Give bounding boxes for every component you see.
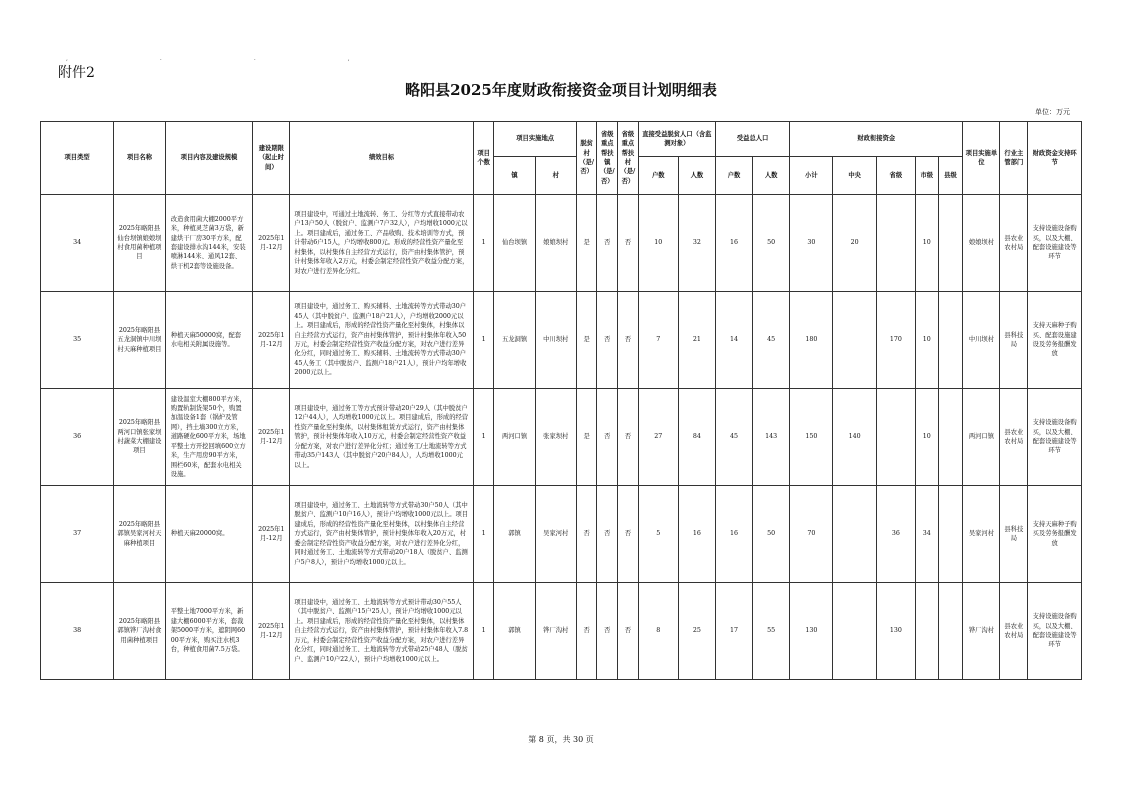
cell-village: 张家坝村 xyxy=(535,389,576,486)
cell-province xyxy=(876,389,915,486)
cell-poverty-village: 是 xyxy=(576,389,597,486)
header-count: 项目个数 xyxy=(473,122,494,195)
cell-key-town: 否 xyxy=(597,389,618,486)
cell-period: 2025年1月-12月 xyxy=(253,389,290,486)
cell-county xyxy=(938,292,963,389)
scan-mark: , xyxy=(347,55,442,62)
cell-name: 2025年略阳县五龙洞镇中川坝村天麻种植项目 xyxy=(114,292,166,389)
header-province: 省级 xyxy=(876,157,915,195)
cell-town: 仙台坝镇 xyxy=(494,195,535,292)
cell-type: 37 xyxy=(41,486,114,583)
cell-type: 38 xyxy=(41,583,114,680)
cell-total-households: 14 xyxy=(715,292,752,389)
cell-type: 35 xyxy=(41,292,114,389)
cell-city: 10 xyxy=(915,389,938,486)
cell-central xyxy=(833,486,876,583)
header-total-benefit: 受益总人口 xyxy=(715,122,789,157)
cell-key-village: 否 xyxy=(618,486,639,583)
cell-goal: 项目建设中，通过务工等方式预计带动20户29人（其中脱贫户12户44人），人均增收1000元以上。项目建成后，形成的经营性资产量化至村集体，以村集体租赁方式运行，资产由村集体管护，预计村集体年收入10万元，村委会制定经营性资产收益分配方案，对农户进行差异化分红；通过务工/土地流转等方式带动35户143人（其中脱贫户20户84人），人均增收1000元以上。 xyxy=(290,389,473,486)
cell-direct-households: 7 xyxy=(638,292,678,389)
cell-direct-persons: 32 xyxy=(678,195,715,292)
cell-count: 1 xyxy=(473,292,494,389)
cell-dept: 县农业农村局 xyxy=(1000,195,1028,292)
header-total-persons: 人数 xyxy=(753,157,790,195)
cell-county xyxy=(938,389,963,486)
scan-mark: . xyxy=(253,55,348,62)
cell-key-town: 否 xyxy=(597,486,618,583)
header-key-village: 省级重点帮扶村（是/否） xyxy=(618,122,639,195)
header-goal: 绩效目标 xyxy=(290,122,473,195)
cell-village: 铧厂沟村 xyxy=(535,583,576,680)
page-footer: 第 8 页，共 30 页 xyxy=(528,735,594,744)
cell-type: 34 xyxy=(41,195,114,292)
cell-impl-unit: 娘娘坝村 xyxy=(963,195,1000,292)
table-row xyxy=(41,583,1082,680)
table-row xyxy=(41,486,1082,583)
cell-city: 10 xyxy=(915,292,938,389)
cell-name: 2025年略阳县仙台坝镇娘娘坝村食用菌种植项目 xyxy=(114,195,166,292)
header-name: 项目名称 xyxy=(114,122,166,195)
cell-key-village: 否 xyxy=(618,195,639,292)
cell-town: 郭镇 xyxy=(494,486,535,583)
cell-county xyxy=(938,195,963,292)
cell-total-persons: 50 xyxy=(753,195,790,292)
header-type: 项目类型 xyxy=(41,122,114,195)
cell-support: 支持天麻种子购买及劳务报酬发放 xyxy=(1028,486,1082,583)
header-town: 镇 xyxy=(494,157,535,195)
header-period: 建设期限（起止时间） xyxy=(253,122,290,195)
cell-total-households: 45 xyxy=(715,389,752,486)
cell-support: 支持设施设备购买，以及大棚、配套设施建设等环节 xyxy=(1028,389,1082,486)
cell-period: 2025年1月-12月 xyxy=(253,292,290,389)
cell-direct-households: 10 xyxy=(638,195,678,292)
scan-mark: , xyxy=(66,55,160,62)
cell-province xyxy=(876,195,915,292)
header-subtotal: 小计 xyxy=(790,157,833,195)
cell-village: 中川坝村 xyxy=(535,292,576,389)
cell-period: 2025年1月-12月 xyxy=(253,583,290,680)
table-row xyxy=(41,195,1082,292)
header-location: 项目实施地点 xyxy=(494,122,576,157)
cell-subtotal: 30 xyxy=(790,195,833,292)
unit-label: 单位：万元 xyxy=(1035,108,1070,116)
cell-city: 34 xyxy=(915,486,938,583)
cell-goal: 项目建设中，可通过土地流转、务工、分红等方式直接带动农户13户50人（脱贫户、监测户7户32人），户均增收1000元以上。项目建成后，通过务工、产品收购、技术培训等方式，预计带动6户15人，户均增收800元。形成的经营性资产量化至村集体，以村集体自主经营方式运行，资产由村集体管护，预计村集体年收入2万元，村委会制定经营性资产收益分配方案，对农户进行差异化分红。 xyxy=(290,195,473,292)
table-body xyxy=(41,195,1082,680)
scan-marks xyxy=(66,55,442,62)
cell-town: 五龙洞镇 xyxy=(494,292,535,389)
cell-direct-households: 8 xyxy=(638,583,678,680)
cell-name: 2025年略阳县郭镇吴家河村天麻种植项目 xyxy=(114,486,166,583)
header-central: 中央 xyxy=(833,157,876,195)
cell-central xyxy=(833,292,876,389)
header-dept: 行业主管部门 xyxy=(1000,122,1028,195)
cell-period: 2025年1月-12月 xyxy=(253,486,290,583)
cell-subtotal: 180 xyxy=(790,292,833,389)
cell-dept: 县科技局 xyxy=(1000,486,1028,583)
table-row xyxy=(41,292,1082,389)
header-direct-benefit: 直接受益脱贫人口（含监测对象） xyxy=(638,122,715,157)
cell-direct-persons: 16 xyxy=(678,486,715,583)
cell-direct-households: 5 xyxy=(638,486,678,583)
cell-subtotal: 150 xyxy=(790,389,833,486)
attachment-label: 附件2 xyxy=(58,65,95,81)
cell-count: 1 xyxy=(473,195,494,292)
cell-goal: 项目建设中，通过务工、购买辅料、土地流转等方式带动30户45人（其中脱贫户、监测户18户21人），户均增收2000元以上。项目建成后，形成的经营性资产量化至村集体，村集体以自主经营方式运行，资产由村集体管护，预计村集体年收入50万元，村委会制定经营性资产收益分配方案，对农户进行差异化分红，同时通过务工、购买辅料、土地流转等方式带动30户45人务工（其中脱贫户、监测户18户21人），预计户均年增收2000元以上。 xyxy=(290,292,473,389)
cell-province: 130 xyxy=(876,583,915,680)
cell-content: 种植天麻50000窝，配套水电相关附属设施等。 xyxy=(165,292,253,389)
header-funds: 财政衔接资金 xyxy=(790,122,963,157)
cell-type: 36 xyxy=(41,389,114,486)
header-support: 财政资金支持环节 xyxy=(1028,122,1082,195)
cell-total-persons: 45 xyxy=(753,292,790,389)
cell-dept: 县农业农村局 xyxy=(1000,583,1028,680)
cell-town: 郭镇 xyxy=(494,583,535,680)
scan-mark: . xyxy=(159,55,254,62)
cell-city: 10 xyxy=(915,195,938,292)
cell-key-town: 否 xyxy=(597,583,618,680)
cell-key-village: 否 xyxy=(618,292,639,389)
header-total-households: 户数 xyxy=(715,157,752,195)
cell-poverty-village: 是 xyxy=(576,195,597,292)
header-city: 市级 xyxy=(915,157,938,195)
cell-impl-unit: 中川坝村 xyxy=(963,292,1000,389)
cell-poverty-village: 否 xyxy=(576,583,597,680)
cell-direct-households: 27 xyxy=(638,389,678,486)
cell-name: 2025年略阳县郭镇铧厂沟村食用菌种植项目 xyxy=(114,583,166,680)
cell-direct-persons: 21 xyxy=(678,292,715,389)
cell-province: 170 xyxy=(876,292,915,389)
cell-central: 20 xyxy=(833,195,876,292)
header-content: 项目内容及建设规模 xyxy=(165,122,253,195)
cell-impl-unit: 铧厂沟村 xyxy=(963,583,1000,680)
cell-county xyxy=(938,583,963,680)
cell-dept: 县农业农村局 xyxy=(1000,389,1028,486)
cell-content: 平整土地7000平方米，新建大棚6000平方米，套裁架5000平方米，遮阴网6000平方米，购买注水机3台，种植食用菌7.5万袋。 xyxy=(165,583,253,680)
cell-goal: 项目建设中，通过务工、土地流转等方式预计带动30户55人（其中脱贫户、监测户15户25人），预计户均增收1000元以上。项目建成后，形成的经营性资产量化至村集体，以村集体自主经营方式运行，资产由村集体管护，预计村集体年收入7.8万元，村委会制定经营性资产收益分配方案，对农户进行差异化分红，同时通过务工、土地流转等方式带动25户48人（脱贫户、监测户10户22人），预计户均增收1000元以上。 xyxy=(290,583,473,680)
cell-province: 36 xyxy=(876,486,915,583)
cell-support: 支持设施设备购买，以及大棚、配套设施建设等环节 xyxy=(1028,195,1082,292)
cell-impl-unit: 吴家河村 xyxy=(963,486,1000,583)
page-title: 略阳县2025年度财政衔接资金项目计划明细表 xyxy=(405,81,717,99)
cell-count: 1 xyxy=(473,486,494,583)
cell-support: 支持天麻种子购买、配套设施建设及劳务报酬发放 xyxy=(1028,292,1082,389)
header-poverty-village: 脱贫村（是/否） xyxy=(576,122,597,195)
cell-support: 支持设施设备购买，以及大棚、配套设施建设等环节 xyxy=(1028,583,1082,680)
header-village: 村 xyxy=(535,157,576,195)
header-county: 县级 xyxy=(938,157,963,195)
cell-subtotal: 130 xyxy=(790,583,833,680)
header-impl-unit: 项目实施单位 xyxy=(963,122,1000,195)
cell-poverty-village: 否 xyxy=(576,486,597,583)
cell-total-households: 17 xyxy=(715,583,752,680)
cell-village: 娘娘坝村 xyxy=(535,195,576,292)
header-direct-persons: 人数 xyxy=(678,157,715,195)
cell-content: 建设温室大棚800平方米，购置轨制货架50个，购置加温设备1套（锅炉及管网），挡土墙300立方米，道路硬化600平方米，场地平整土方开挖回填600立方米，生产用房90平方米，围栏60米，配套水电相关设施。 xyxy=(165,389,253,486)
table-row xyxy=(41,389,1082,486)
cell-town: 两河口镇 xyxy=(494,389,535,486)
cell-total-persons: 143 xyxy=(753,389,790,486)
table-header xyxy=(41,122,1082,195)
cell-city xyxy=(915,583,938,680)
cell-total-persons: 55 xyxy=(753,583,790,680)
cell-poverty-village: 是 xyxy=(576,292,597,389)
cell-central xyxy=(833,583,876,680)
header-key-town: 省级重点帮扶镇（是/否） xyxy=(597,122,618,195)
cell-dept: 县科技局 xyxy=(1000,292,1028,389)
cell-content: 改造食用菌大棚2000平方米，种植灵芝菌3万袋，新建烘干厂房30平方米，配套建设排水沟144米，安装喷淋144米、通风12套、烘干机2套等设施设备。 xyxy=(165,195,253,292)
cell-count: 1 xyxy=(473,583,494,680)
cell-key-village: 否 xyxy=(618,389,639,486)
cell-county xyxy=(938,486,963,583)
cell-key-town: 否 xyxy=(597,292,618,389)
header-direct-households: 户数 xyxy=(638,157,678,195)
cell-central: 140 xyxy=(833,389,876,486)
cell-total-households: 16 xyxy=(715,486,752,583)
cell-direct-persons: 84 xyxy=(678,389,715,486)
cell-content: 种植天麻20000窝。 xyxy=(165,486,253,583)
cell-total-persons: 50 xyxy=(753,486,790,583)
cell-count: 1 xyxy=(473,389,494,486)
cell-village: 吴家河村 xyxy=(535,486,576,583)
cell-total-households: 16 xyxy=(715,195,752,292)
cell-name: 2025年略阳县两河口镇张家坝村蔬菜大棚建设项目 xyxy=(114,389,166,486)
cell-impl-unit: 两河口镇 xyxy=(963,389,1000,486)
cell-goal: 项目建设中，通过务工、土地流转等方式带动30户50人（其中脱贫户、监测户10户16人），预计户均增收1000元以上。项目建成后，形成的经营性资产量化至村集体，以村集体自主经营方式运行，资产由村集体管护，预计村集体年收入20万元，村委会制定经营性资产收益分配方案，对农户进行差异化分红，同时通过务工、土地流转等方式带动20户18人（脱贫户、监测户5户8人），预计户均增收1000元以上。 xyxy=(290,486,473,583)
cell-key-village: 否 xyxy=(618,583,639,680)
cell-subtotal: 70 xyxy=(790,486,833,583)
cell-period: 2025年1月-12月 xyxy=(253,195,290,292)
project-plan-table xyxy=(40,121,1082,680)
cell-key-town: 否 xyxy=(597,195,618,292)
cell-direct-persons: 25 xyxy=(678,583,715,680)
